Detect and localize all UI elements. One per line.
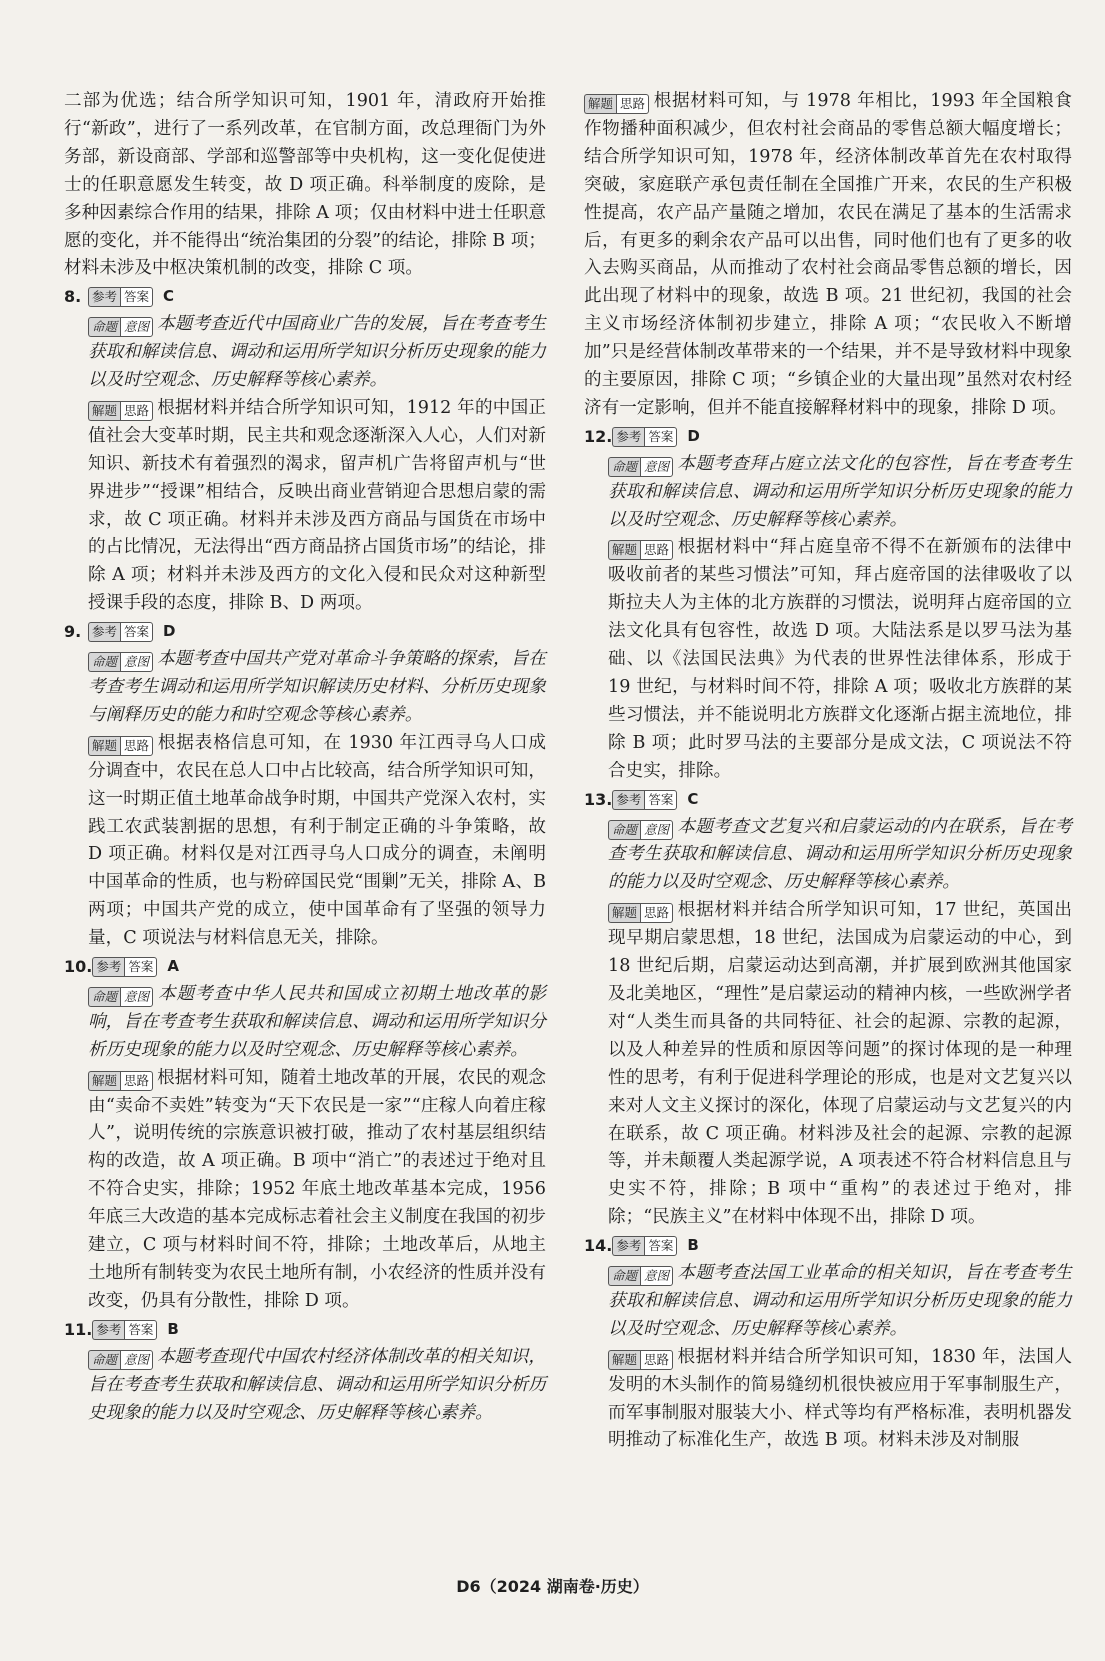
- q13-answer-line: [584, 786, 1072, 814]
- right-column: [584, 88, 1072, 1455]
- answer-value: C: [687, 789, 699, 808]
- answer-value: C: [163, 287, 175, 306]
- intent-tag: 命题 意图: [88, 987, 153, 1007]
- q13-idea: 解题 思路 根据材料并结合所学知识可知，17 世纪，英国出现早期启蒙思想，18 世纪，法国成为启蒙运动的中心，到 18 世纪后期，启蒙运动达到高潮，并扩展到欧洲其他国家及北美地区，“理性”是启蒙运动的精神内核，一些欧洲学者对“人类生而具备的共同特征、社会的起源、宗教的起源，以及人种差异的性质和原因等问题”的探讨体现的是一种理性的思考，有利于促进科学理论的形成，也是对文艺复兴以来对人文主义探讨的深化，体现了启蒙运动与文艺复兴的内在联系，故 C 项正确。材料涉及社会的起源、宗教的起源等，并未颠覆人类起源学说，A 项表述不符合材料信息且与史实不符，排除；B 项中“重构”的表述过于绝对，排除；“民族主义”在材料中体现不出，排除 D 项。: [608, 900, 1072, 1228]
- q11-idea: 解题 思路 根据材料可知，与 1978 年相比，1993 年全国粮食作物播种面积减少，但农村社会商品的零售总额大幅度增长；结合所学知识可知，1978 年，经济体制改革首先在农村取得突破，家庭联产承包责任制在全国推广开来，农民的生产积极性提高，农产品产量随之增加，农民在满足了基本的生活需求后，有更多的剩余农产品可以出售，同时他们也有了更多的收入去购买商品，从而推动了农村社会商品零售总额的增长，因此出现了材料中的现象，故选 B 项。21 世纪初，我国的社会主义市场经济体制初步建立，排除 A 项；“农民收入不断增加”只是经营体制改革带来的一个结果，并不是导致材料中现象的主要原因，排除 C 项；“乡镇企业的大量出现”虽然对农村经济有一定影响，但并不能直接解释材料中的现象，排除 D 项。: [584, 91, 1072, 418]
- answer-value: D: [687, 426, 700, 445]
- intent-tag: 命题 意图: [608, 1266, 673, 1286]
- q14-intent: 命题 意图 本题考查法国工业革命的相关知识，旨在考查考生获取和解读信息、调动和运用所学知识分析历史现象的能力以及时空观念、历史解释等核心素养。: [608, 1263, 1072, 1339]
- answer-tag: 参考 答案: [612, 427, 677, 447]
- q12-answer-line: [584, 423, 1072, 451]
- idea-tag: 解题 思路: [608, 1350, 673, 1370]
- question-number: 8.: [64, 287, 82, 307]
- q12-idea: 解题 思路 根据材料中“拜占庭皇帝不得不在新颁布的法律中吸收前者的某些习惯法”可知，拜占庭帝国的法律吸收了以斯拉夫人为主体的北方族群的习惯法，说明拜占庭帝国的立法文化具有包容性，故选 D 项。大陆法系是以罗马法为基础、以《法国民法典》为代表的世界性法律体系，形成于 19 世纪，与材料时间不符，排除 A 项；吸收北方族群的某些习惯法，并不能说明北方族群文化逐渐占据主流地位，排除 B 项；此时罗马法的主要部分是成文法，C 项说法不符合史实，排除。: [608, 537, 1072, 781]
- q9-answer-line: [64, 618, 546, 646]
- answer-tag: 参考 答案: [92, 957, 157, 977]
- intent-tag: 命题 意图: [88, 1350, 153, 1370]
- q10-answer-line: [64, 953, 546, 981]
- left-column: [64, 88, 546, 1427]
- q9-idea: 解题 思路 根据表格信息可知，在 1930 年江西寻乌人口成分调查中，农民在总人口中占比较高，结合所学知识可知，这一时期正值土地革命战争时期，中国共产党深入农村，实践工农武装割据的思想，有利于制定正确的斗争策略，故 D 项正确。材料仅是对江西寻乌人口成分的调查，未阐明中国革命的性质，也与粉碎国民党“围剿”无关，排除 A、B 两项；中国共产党的成立，使中国革命有了坚强的领导力量，C 项说法与材料信息无关，排除。: [88, 732, 546, 949]
- question-number: 13.: [584, 789, 613, 809]
- page-footer: D6（2024 湖南卷·历史）: [456, 1577, 649, 1596]
- intent-tag: 命题 意图: [88, 652, 153, 672]
- question-number: 10.: [64, 957, 93, 977]
- q11-answer-line: [64, 1316, 546, 1344]
- idea-tag: 解题 思路: [88, 736, 153, 756]
- question-number: 11.: [64, 1319, 93, 1339]
- q8-intent: 命题 意图 本题考查近代中国商业广告的发展，旨在考查考生获取和解读信息、调动和运用所学知识分析历史现象的能力以及时空观念、历史解释等核心素养。: [88, 314, 546, 391]
- idea-tag: 解题 思路: [88, 401, 153, 421]
- question-number: 12.: [584, 426, 613, 446]
- q8-answer-line: [64, 283, 546, 311]
- question-number: 14.: [584, 1236, 613, 1256]
- intent-tag: 命题 意图: [608, 820, 673, 840]
- idea-tag: 解题 思路: [584, 94, 649, 114]
- answer-value: B: [167, 1319, 179, 1338]
- idea-tag: 解题 思路: [608, 903, 673, 923]
- answer-tag: 参考 答案: [88, 287, 153, 307]
- q12-intent: 命题 意图 本题考查拜占庭立法文化的包容性，旨在考查考生获取和解读信息、调动和运用所学知识分析历史现象的能力以及时空观念、历史解释等核心素养。: [608, 453, 1072, 530]
- q13-intent: 命题 意图 本题考查文艺复兴和启蒙运动的内在联系，旨在考查考生获取和解读信息、调动和运用所学知识分析历史现象的能力以及时空观念、历史解释等核心素养。: [608, 816, 1072, 893]
- intent-tag: 命题 意图: [88, 317, 153, 337]
- question-number: 9.: [64, 622, 82, 642]
- q14-answer-line: [584, 1232, 1072, 1260]
- intent-tag: 命题 意图: [608, 457, 673, 477]
- answer-tag: 参考 答案: [88, 622, 153, 642]
- answer-tag: 参考 答案: [92, 1320, 157, 1340]
- q10-intent: 命题 意图 本题考查中华人民共和国成立初期土地改革的影响，旨在考查考生获取和解读信息、调动和运用所学知识分析历史现象的能力以及时空观念、历史解释等核心素养。: [88, 983, 546, 1060]
- idea-tag: 解题 思路: [608, 540, 673, 560]
- q11-intent: 命题 意图 本题考查现代中国农村经济体制改革的相关知识，旨在考查考生获取和解读信息、调动和运用所学知识分析历史现象的能力以及时空观念、历史解释等核心素养。: [88, 1346, 546, 1423]
- q7-continuation: 二部为优选；结合所学知识可知，1901 年，清政府开始推行“新政”，进行了一系列改革，在官制方面，改总理衙门为外务部，新设商部、学部和巡警部等中央机构，这一变化促使进士的任职意愿发生转变，故 D 项正确。科举制度的废除，是多种因素综合作用的结果，排除 A 项；仅由材料中进士任职意愿的变化，并不能得出“统治集团的分裂”的结论，排除 B 项；材料未涉及中枢决策机制的改变，排除 C 项。: [64, 91, 546, 279]
- q14-idea: 解题 思路 根据材料并结合所学知识可知，1830 年，法国人发明的木头制作的简易缝纫机很快被应用于军事制服生产，而军事制服对服装大小、样式等均有严格标准，表明机器发明推动了标准化生产，故选 B 项。材料未涉及对制服: [608, 1346, 1072, 1451]
- answer-value: D: [163, 622, 176, 641]
- answer-value: B: [687, 1236, 699, 1255]
- q8-idea: 解题 思路 根据材料并结合所学知识可知，1912 年的中国正值社会大变革时期，民主共和观念逐渐深入人心，人们对新知识、新技术有着强烈的渴求，留声机广告将留声机与“世界进步”“授课”相结合，反映出商业营销迎合思想启蒙的需求，故 C 项正确。材料并未涉及西方商品与国货在市场中的占比情况，无法得出“西方商品挤占国货市场”的结论，排除 A 项；材料并未涉及西方的文化入侵和民众对这种新型授课手段的态度，排除 B、D 两项。: [88, 397, 546, 614]
- answer-tag: 参考 答案: [612, 1236, 677, 1256]
- answer-value: A: [167, 957, 179, 976]
- q9-intent: 命题 意图 本题考查中国共产党对革命斗争策略的探索，旨在考查考生调动和运用所学知识解读历史材料、分析历史现象与阐释历史的能力和时空观念等核心素养。: [88, 649, 546, 725]
- q10-idea: 解题 思路 根据材料可知，随着土地改革的开展，农民的观念由“卖命不卖姓”转变为“天下农民是一家”“庄稼人向着庄稼人”，说明传统的宗族意识被打破，推动了农村基层组织结构的改造，故 A 项正确。B 项中“消亡”的表述过于绝对且不符合史实，排除；1952 年底土地改革基本完成，1956 年底三大改造的基本完成标志着社会主义制度在我国的初步建立，C 项与材料时间不符，排除；土地改革后，从地主土地所有制转变为农民土地所有制，小农经济的性质并没有改变，仍具有分散性，排除 D 项。: [88, 1067, 546, 1311]
- idea-tag: 解题 思路: [88, 1071, 153, 1091]
- answer-tag: 参考 答案: [612, 790, 677, 810]
